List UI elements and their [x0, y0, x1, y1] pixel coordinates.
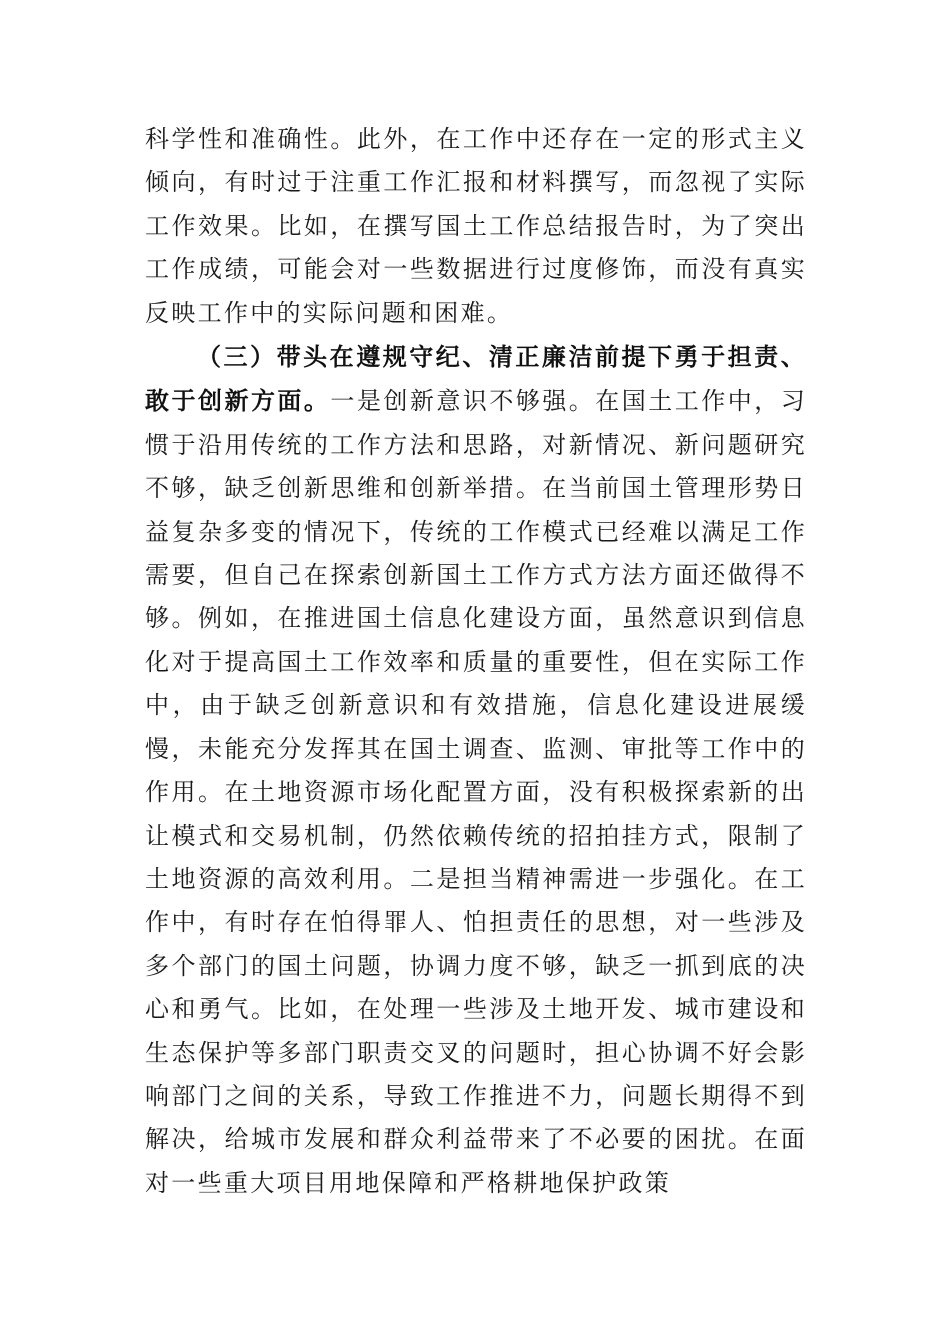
paragraph-continuation — [145, 118, 807, 335]
paragraph-1-text: 科学性和准确性。此外，在工作中还存在一定的形式主义倾向，有时过于注重工作汇报和材料撰写，而忽视了实际工作效果。比如，在撰写国土工作总结报告时，为了突出工作成绩，可能会对一些数据进行过度修饰，而没有真实反映工作中的实际问题和困难。 — [145, 125, 807, 327]
paragraph-section-three — [145, 335, 807, 1205]
paragraph-2-text: 一是创新意识不够强。在国土工作中，习惯于沿用传统的工作方法和思路，对新情况、新问题研究不够，缺乏创新思维和创新举措。在当前国土管理形势日益复杂多变的情况下，传统的工作模式已经难以满足工作需要，但自己在探索创新国土工作方式方法方面还做得不够。例如，在推进国土信息化建设方面，虽然意识到信息化对于提高国土工作效率和质量的重要性，但在实际工作中，由于缺乏创新意识和有效措施，信息化建设进展缓慢，未能充分发挥其在国土调查、监测、审批等工作中的作用。在土地资源市场化配置方面，没有积极探索新的出让模式和交易机制，仍然依赖传统的招拍挂方式，限制了土地资源的高效利用。二是担当精神需进一步强化。在工作中，有时存在怕得罪人、怕担责任的思想，对一些涉及多个部门的国土问题，协调力度不够，缺乏一抓到底的决心和勇气。比如，在处理一些涉及土地开发、城市建设和生态保护等多部门职责交叉的问题时，担心协调不好会影响部门之间的关系，导致工作推进不力，问题长期得不到解决，给城市发展和群众利益带来了不必要的困扰。在面对一些重大项目用地保障和严格耕地保护政策 — [145, 387, 807, 1197]
document-body — [145, 118, 807, 1205]
section-heading: （三）带头在遵规守纪、清正廉洁前提下勇于担责、敢于创新方面。 — [145, 342, 807, 416]
